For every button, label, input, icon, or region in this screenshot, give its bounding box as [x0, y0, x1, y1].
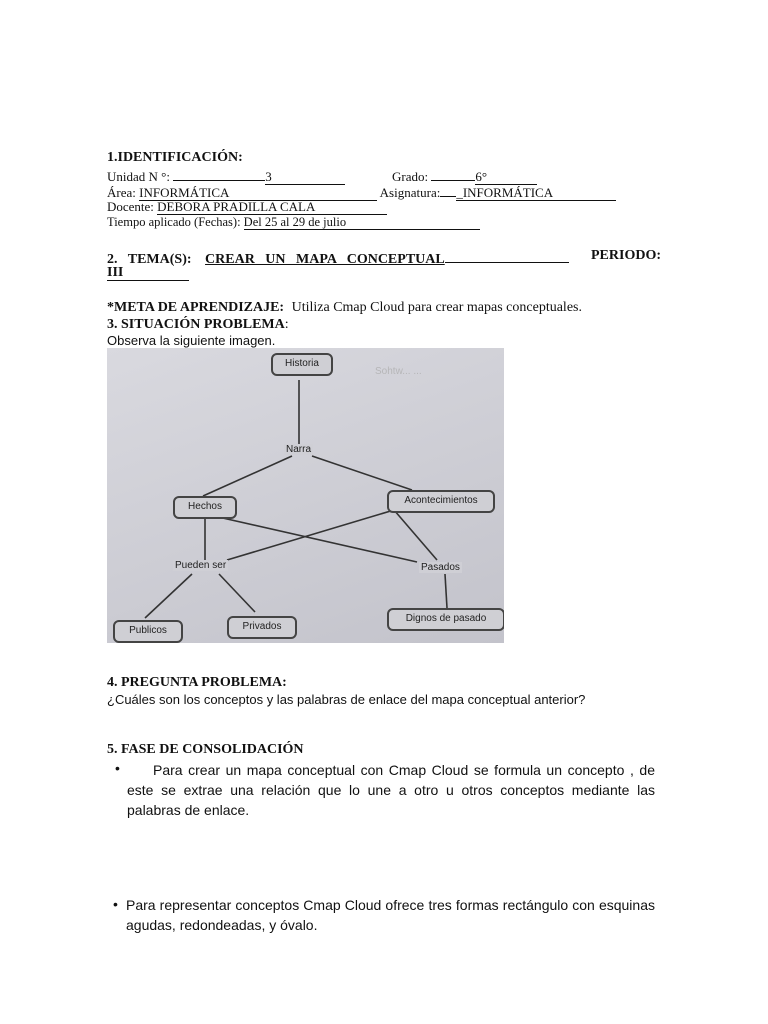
section-identificacion-heading: 1.IDENTIFICACIÓN: — [107, 150, 243, 165]
periodo-value: III — [107, 266, 189, 281]
pregunta-text: ¿Cuáles son los conceptos y las palabras de enlace del mapa conceptual anterior? — [107, 692, 586, 707]
bullet-2-marker: • — [113, 896, 118, 912]
situacion-row — [107, 317, 289, 333]
link-narra: Narra — [286, 444, 312, 455]
situacion-heading: 3. SITUACIÓN PROBLEMA — [107, 317, 285, 332]
meta-row — [107, 300, 582, 316]
node-privados: Privados — [227, 616, 297, 639]
tema-blank-line — [445, 248, 569, 263]
link-pueden-ser: Pueden ser — [175, 560, 227, 571]
connector-acontecimientos-pueden — [227, 510, 394, 560]
connector-pasados-dignos — [445, 574, 447, 608]
node-historia: Historia — [271, 353, 333, 376]
tiempo-value: Del 25 al 29 de julio — [244, 215, 480, 230]
asignatura-value: _INFORMÁTICA — [456, 186, 616, 201]
connector-acontecimientos-pasados — [394, 510, 437, 560]
concept-map-image — [107, 348, 504, 643]
meta-text: Utiliza Cmap Cloud para crear mapas conceptuales. — [291, 300, 582, 315]
node-acontecimientos: Acontecimientos — [387, 490, 495, 513]
periodo-label: PERIODO: — [591, 248, 661, 263]
area-label: Área: — [107, 185, 136, 200]
connector-pueden-privados — [219, 574, 255, 612]
node-publicos: Publicos — [113, 620, 183, 643]
grado-blank-line — [431, 167, 475, 181]
area-value: INFORMÁTICA — [139, 186, 377, 201]
bullet-2-text: Para representar conceptos Cmap Cloud ofrece tres formas rectángulo con esquinas agudas, redondeadas, y óvalo. — [126, 897, 655, 933]
tema-value: CREAR UN MAPA CONCEPTUAL — [205, 252, 445, 267]
concept-map-background-text: Sohtw... ... — [375, 366, 422, 377]
bullet-1-text: Para crear un mapa conceptual con Cmap Cloud se formula un concepto , de este se extrae una relación que lo une a otro u otros conceptos mediante las palabras de enlace. — [127, 762, 655, 818]
node-hechos: Hechos — [173, 496, 237, 519]
bullet-1-marker: • — [115, 760, 120, 776]
periodo-value-row — [107, 265, 189, 281]
meta-label: *META DE APRENDIZAJE: — [107, 300, 285, 315]
connector-narra-acontecimientos — [312, 456, 412, 490]
unidad-value: 3 — [265, 170, 345, 185]
situacion-colon: : — [284, 317, 289, 332]
connector-pueden-publicos — [145, 574, 192, 618]
connector-narra-hechos — [203, 456, 292, 496]
link-pasados: Pasados — [421, 562, 460, 573]
docente-label: Docente: — [107, 199, 154, 214]
consolidacion-heading: 5. FASE DE CONSOLIDACIÓN — [107, 742, 304, 757]
situacion-instruction: Observa la siguiente imagen. — [107, 333, 276, 348]
grado-value: 6° — [475, 170, 537, 185]
asignatura-blank-line — [440, 183, 456, 197]
unidad-label: Unidad N °: — [107, 169, 170, 184]
tiempo-label: Tiempo aplicado (Fechas): — [107, 215, 241, 229]
unidad-blank-line — [173, 167, 265, 181]
connector-hechos-pasados — [205, 514, 417, 562]
tema-row — [107, 248, 661, 268]
grado-label: Grado: — [392, 169, 429, 184]
tema-label: 2. TEMA(S): — [107, 252, 192, 267]
docente-row — [107, 199, 387, 215]
docente-value: DEBORA PRADILLA CALA — [157, 200, 387, 215]
tiempo-row — [107, 215, 480, 230]
asignatura-label: Asignatura: — [379, 185, 441, 200]
node-dignos-de-pasado: Dignos de pasado — [387, 608, 504, 631]
pregunta-heading: 4. PREGUNTA PROBLEMA: — [107, 675, 287, 690]
